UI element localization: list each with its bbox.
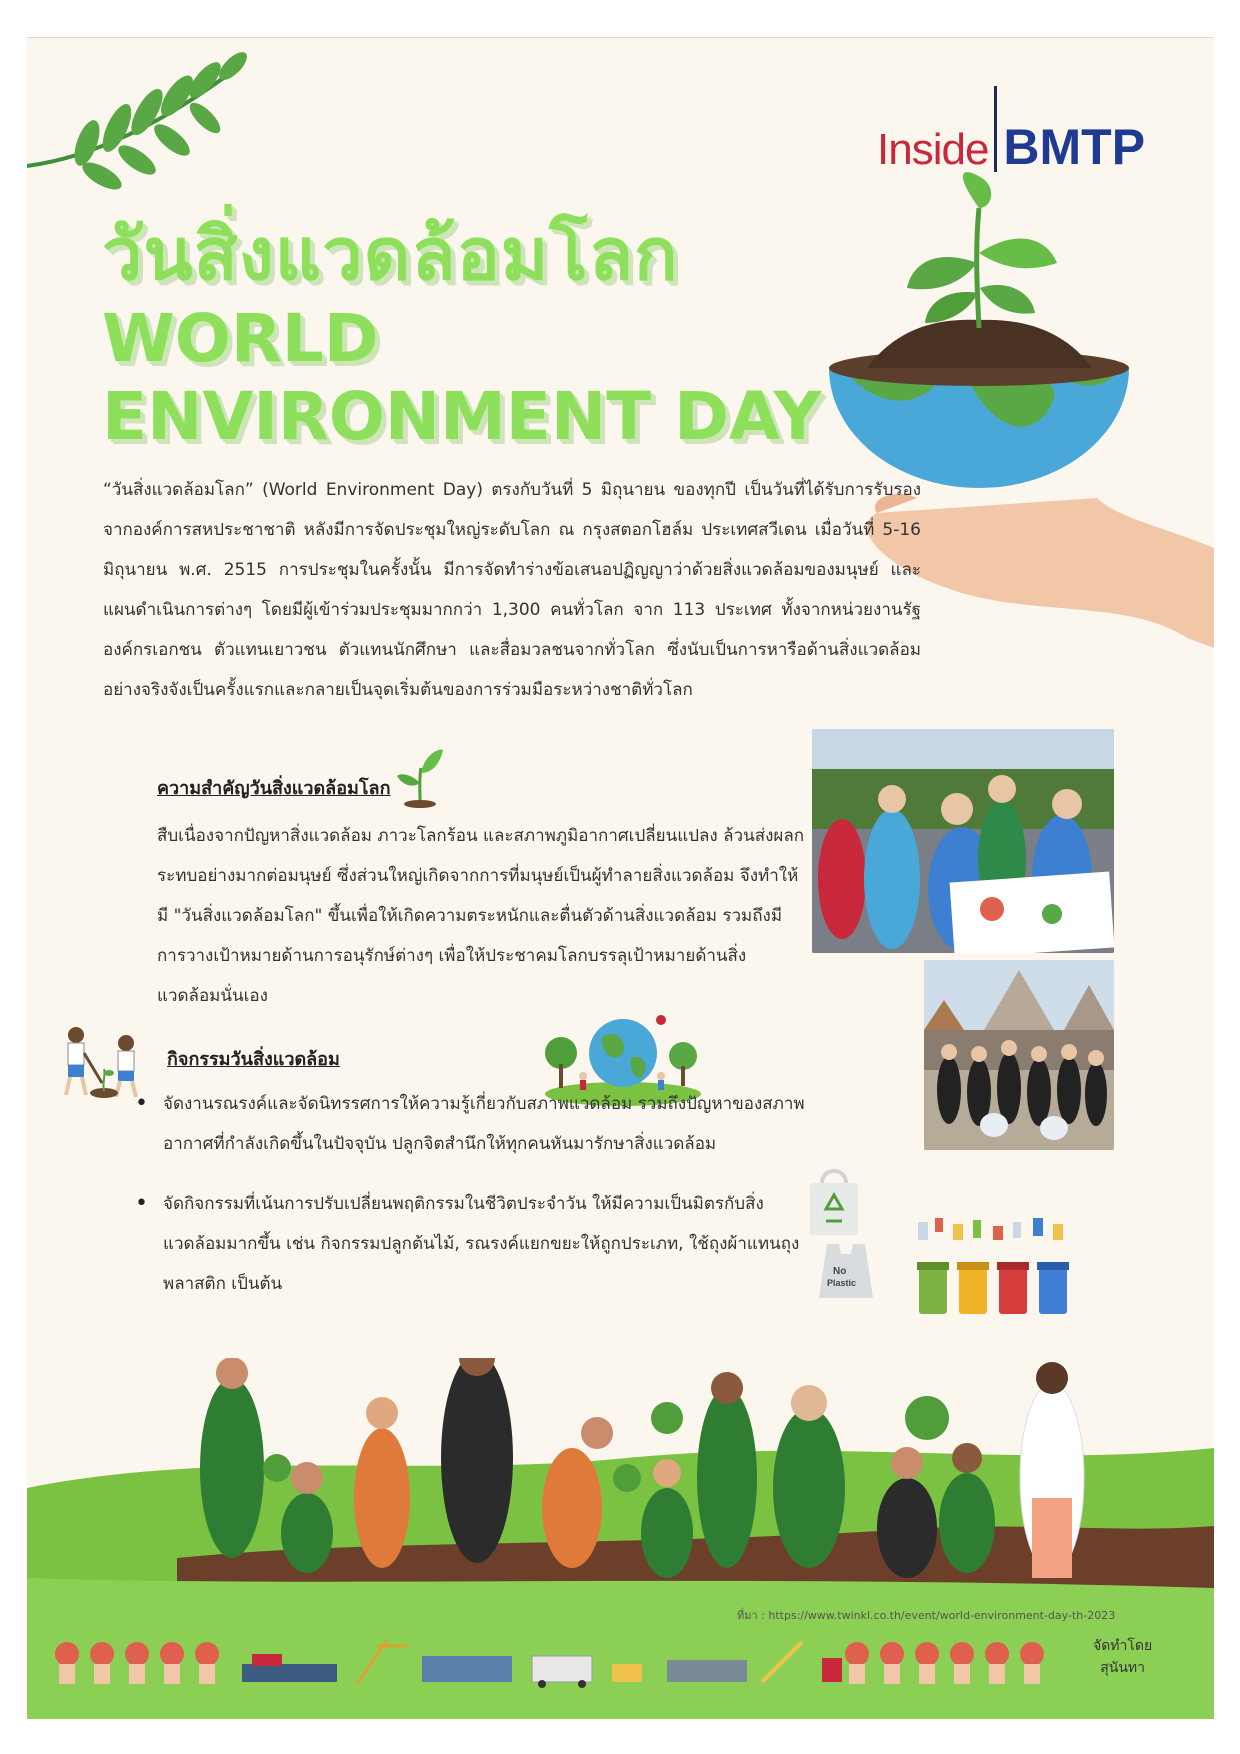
activities-heading: กิจกรรมวันสิ่งแวดล้อม <box>167 1049 340 1070</box>
no-plastic-bag-icon <box>817 1238 875 1304</box>
organizer-label: จัดทำโดย <box>1093 1638 1153 1654</box>
bag-no-text: No <box>833 1266 847 1277</box>
poster <box>27 37 1214 1719</box>
organizer-name: สุนันทา <box>1100 1660 1145 1676</box>
logo-divider <box>994 86 997 172</box>
activity-item: • จัดกิจกรรมที่เน้นการปรับเปลี่ยนพฤติกรรมในชีวิตประจำวัน ให้มีความเป็นมิตรกับสิ่งแวดล้อมมากขึ้น เช่น กิจกรรมปลูกต้นไม้, รณรงค์แยกขยะให้ถูกประเภท, ใช้ถุงผ้าแทนถุงพลาสติก เป็นต้น <box>125 1184 825 1304</box>
sprout-icon <box>395 748 445 808</box>
leaf-branch-icon <box>27 48 257 198</box>
logo-inside-text: Inside <box>877 125 989 174</box>
title-english-line2: ENVIRONMENT DAY <box>102 378 822 455</box>
footer-icon-strip <box>27 1636 1214 1690</box>
recycle-bag-icon <box>804 1165 864 1239</box>
activities-list <box>125 1084 825 1324</box>
importance-heading: ความสำคัญวันสิ่งแวดล้อมโลก <box>157 778 391 799</box>
title-thai: วันสิ่งแวดล้อมโลก <box>102 212 679 296</box>
recycling-bins-icon <box>913 1216 1083 1346</box>
source-credit: ที่มา : https://www.twinkl.co.th/event/world-environment-day-th-2023 <box>737 1609 1116 1622</box>
importance-body: สืบเนื่องจากปัญหาสิ่งแวดล้อม ภาวะโลกร้อน และสภาพภูมิอากาศเปลี่ยนแปลง ล้วนส่งผลกระทบอย่างมากต่อมนุษย์ ซึ่งส่วนใหญ่เกิดจากการที่มนุษย์เป็นผู้ทำลายสิ่งแวดล้อม จึงทำให้มี "วันสิ่งแวดล้อมโลก" ขึ้นเพื่อให้เกิดความตระหนักและตื่นตัวด้านสิ่งแวดล้อม รวมถึงมีการวางเป้าหมายด้านการอนุรักษ์ต่างๆ เพื่อให้ประชาคมโลกบรรลุเป้าหมายด้านสิ่งแวดล้อมนั่นเอง <box>157 826 805 1006</box>
youth-campaign-photo <box>812 729 1114 953</box>
activity-item: • จัดงานรณรงค์และจัดนิทรรศการให้ความรู้เกี่ยวกับสภาพแวดล้อม รวมถึงปัญหาของสภาพอากาศที่กำลังเกิดขึ้นในปัจจุบัน ปลูกจิตสำนึกให้ทุกคนหันมารักษาสิ่งแวดล้อม <box>125 1084 825 1164</box>
bag-plastic-text: Plastic <box>827 1278 857 1288</box>
organizer-credit <box>1093 1635 1152 1679</box>
logo-bmtp-text: BMTP <box>1003 119 1146 175</box>
temple-cleanup-photo <box>924 960 1114 1150</box>
title-english-line1: WORLD <box>102 300 379 377</box>
intro-paragraph: “วันสิ่งแวดล้อมโลก” (World Environment Day) ตรงกับวันที่ 5 มิถุนายน ของทุกปี เป็นวันที่ได้รับการรับรองจากองค์การสหประชาชาติ หลังมีการจัดประชุมใหญ่ระดับโลก ณ กรุงสตอกโฮล์ม ประเทศสวีเดน เมื่อวันที่ 5-16 มิถุนายน พ.ศ. 2515 การประชุมในครั้งนั้น มีการจัดทำร่างข้อเสนอปฏิญญาว่าด้วยสิ่งแวดล้อมของมนุษย์ และแผนดำเนินการต่างๆ โดยมีผู้เข้าร่วมประชุมมากกว่า 1,300 คนทั่วโลก จาก 113 ประเทศ ทั้งจากหน่วยงานรัฐ องค์กรเอกชน ตัวแทนเยาวชน ตัวแทนนักศึกษา และสื่อมวลชนจากทั่วโลก ซึ่งนับเป็นการหารือด้านสิ่งแวดล้อมอย่างจริงจังเป็นครั้งแรกและกลายเป็นจุดเริ่มต้นของการร่วมมือระหว่างชาติทั่วโลก <box>103 480 921 700</box>
brand-logo <box>877 86 1146 175</box>
